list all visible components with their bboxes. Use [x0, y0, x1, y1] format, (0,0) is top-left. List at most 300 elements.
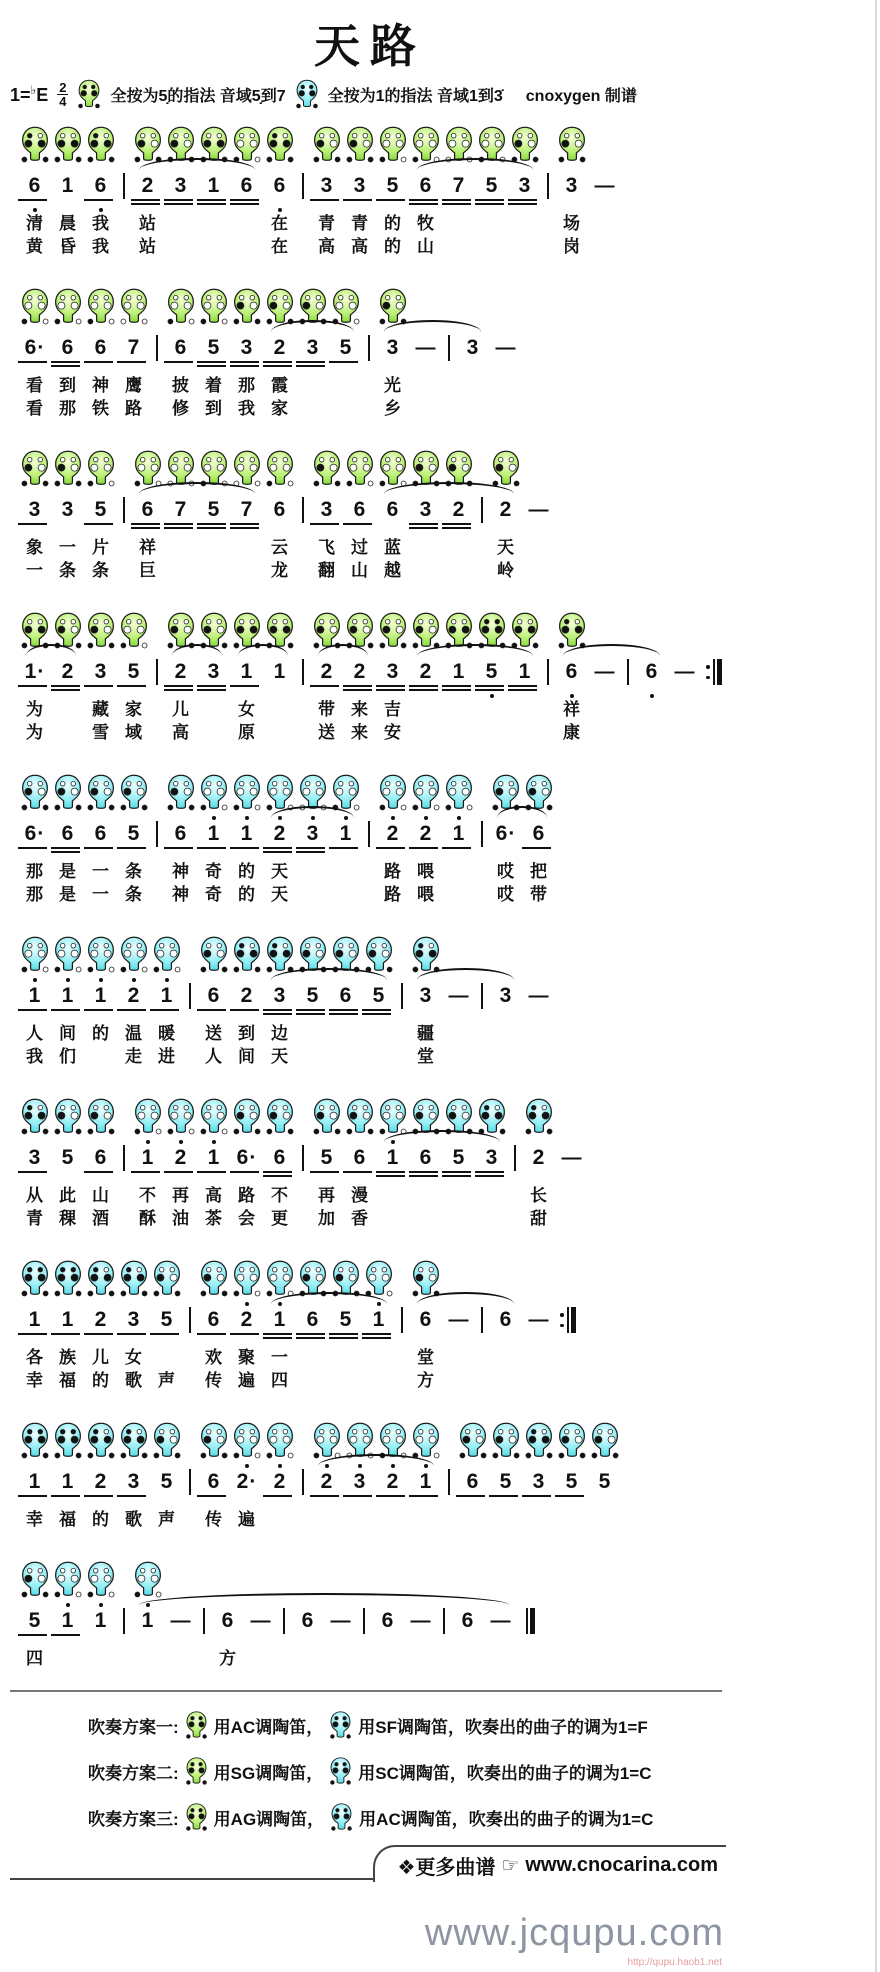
ocarina-slot	[475, 1088, 508, 1138]
beam-underlines	[517, 1634, 540, 1641]
lyric-char: 不	[271, 1186, 288, 1205]
beam-underlines	[508, 685, 537, 692]
beam-underlines	[489, 523, 518, 530]
barline-glyph	[283, 1608, 285, 1634]
repeat-dots	[560, 1313, 564, 1327]
ocarina-slot	[442, 764, 475, 814]
numeral	[277, 1608, 291, 1634]
numeral: 3	[174, 174, 187, 197]
underline	[343, 1495, 372, 1497]
underline	[197, 365, 226, 367]
ocarina-diagram	[232, 1257, 262, 1300]
lyric-char: 路	[384, 862, 401, 881]
ocarina-diagram	[232, 933, 262, 976]
ocarina-diagram	[378, 123, 408, 166]
lyric-char: 飞	[318, 538, 335, 557]
ocarina-diagram	[53, 933, 83, 976]
ocarina-slot	[508, 1088, 522, 1138]
high-octave-dot	[230, 1462, 263, 1469]
number-slot	[164, 1601, 197, 1647]
ocarina-slot	[18, 1551, 51, 1601]
number-slot	[621, 652, 635, 698]
numeral	[296, 659, 310, 685]
lyric-char: 进	[158, 1047, 175, 1066]
ocarina-slot	[117, 1088, 131, 1138]
beam-underlines	[362, 847, 374, 854]
underline	[442, 203, 471, 205]
number-slot	[230, 328, 263, 374]
beam-underlines	[376, 1171, 405, 1178]
number-slot	[263, 490, 296, 536]
underline	[376, 1171, 405, 1173]
ocarina-slot	[395, 926, 409, 976]
numeral: 2	[419, 822, 432, 845]
ocarina-diagram	[119, 771, 149, 814]
underline	[117, 1495, 146, 1497]
beam-underlines	[230, 847, 259, 854]
beam-underlines	[230, 685, 259, 692]
beam-underlines	[277, 1634, 289, 1641]
numeral: —	[330, 1610, 351, 1632]
lyric-char: 哎	[497, 885, 514, 904]
plan-cyan-text: 用SF调陶笛，吹奏出的曲子的调为1=F	[358, 1717, 648, 1737]
ocarina-diagram	[510, 123, 540, 166]
ocarina-slot	[296, 1412, 310, 1462]
ocarina-slot	[489, 1412, 522, 1462]
barline-glyph	[443, 1608, 445, 1634]
beam-underlines	[230, 199, 259, 206]
footer-divider	[10, 1690, 722, 1692]
underline	[296, 365, 325, 367]
underline	[197, 1171, 226, 1173]
high-octave-dot	[117, 976, 150, 983]
numeral: 1	[28, 1308, 41, 1331]
underline	[230, 1333, 259, 1335]
beam-underlines	[296, 847, 325, 854]
beam-underlines	[296, 1333, 325, 1340]
ocarina-diagram	[86, 1095, 116, 1138]
ocarina-slot	[263, 116, 296, 166]
number-slot	[18, 1300, 51, 1346]
ocarina-slot	[84, 926, 117, 976]
numeral: 2	[240, 984, 253, 1007]
beam-underlines	[84, 199, 113, 206]
high-octave-dot	[18, 166, 51, 173]
underline	[51, 1009, 80, 1011]
underline	[376, 1495, 405, 1497]
ocarina-diagram	[345, 447, 375, 490]
underline	[51, 1495, 80, 1497]
barline-glyph	[401, 983, 403, 1009]
ocarina-diagram	[152, 1257, 182, 1300]
underline	[18, 361, 47, 363]
beam-underlines	[409, 199, 438, 206]
beam-underlines	[310, 1495, 339, 1502]
ocarina-diagram	[477, 1095, 507, 1138]
plan-cyan-text: 用SC调陶笛，吹奏出的曲子的调为1=C	[358, 1763, 652, 1783]
numeral: 5	[207, 336, 220, 359]
green-ocarina-icon	[185, 1710, 208, 1740]
underline	[150, 1333, 179, 1335]
high-octave-dot	[263, 1138, 296, 1145]
ocarina-diagram	[265, 123, 295, 166]
number-slot	[522, 814, 555, 860]
ocarina-slot	[18, 1250, 51, 1300]
beam-underlines	[668, 685, 697, 692]
numeral: 6	[466, 1470, 479, 1493]
pointing-hand-icon: ☞	[501, 1855, 520, 1877]
ocarina-slot	[131, 1088, 164, 1138]
numeral: —	[528, 1309, 549, 1331]
barline-glyph	[123, 1145, 125, 1171]
cyan-ocarina-icon	[329, 1710, 352, 1740]
high-octave-dot	[668, 652, 701, 659]
numeral	[296, 1145, 310, 1171]
beam-underlines	[701, 685, 724, 692]
numeral: 1	[240, 660, 253, 683]
ocarina-slot	[131, 440, 164, 490]
notes-row	[18, 602, 730, 744]
high-octave-dot	[475, 814, 489, 821]
lyric-char: 为	[26, 700, 43, 719]
beam-underlines	[541, 199, 553, 206]
underline	[197, 361, 226, 363]
underline	[409, 199, 438, 201]
banner-tag	[373, 1845, 726, 1882]
number-slot	[588, 652, 621, 698]
high-octave-dot	[263, 166, 296, 173]
beam-underlines	[489, 1333, 518, 1340]
barline-glyph	[302, 497, 304, 523]
numeral: 5	[386, 174, 399, 197]
ocarina-diagram	[312, 123, 342, 166]
notes-row	[18, 278, 730, 420]
barline-glyph	[363, 1608, 365, 1634]
underline	[376, 685, 405, 687]
beam-underlines	[522, 1171, 551, 1178]
numeral	[296, 1469, 310, 1495]
lyric-char: 间	[59, 1024, 76, 1043]
ocarina-slot	[456, 278, 489, 328]
ocarina-diagram	[345, 1095, 375, 1138]
numeral: 2	[240, 1308, 253, 1331]
beam-underlines	[310, 199, 339, 206]
underline	[310, 1495, 339, 1497]
ocarina-diagram	[20, 771, 50, 814]
number-slot	[508, 1138, 522, 1184]
number-slot	[362, 328, 376, 374]
ocarina-slot	[475, 764, 489, 814]
ocarina-slot	[376, 116, 409, 166]
lyric-char: 四	[271, 1371, 288, 1390]
number-slot	[18, 814, 51, 860]
beam-underlines	[117, 1171, 129, 1178]
underline	[263, 1175, 292, 1177]
numeral: 6 ·	[24, 336, 45, 359]
lyric-char: 幸	[26, 1371, 43, 1390]
underline	[508, 203, 537, 205]
ocarina-slot	[117, 1551, 131, 1601]
ocarina-slot	[343, 1088, 376, 1138]
underline	[197, 203, 226, 205]
number-slot	[197, 1462, 230, 1508]
number-slot	[197, 1601, 211, 1647]
number-slot	[310, 1462, 343, 1508]
ocarina-slot	[131, 1551, 164, 1601]
notes-row	[18, 1412, 730, 1531]
numeral: 5	[320, 1146, 333, 1169]
ocarina-slot	[522, 1250, 555, 1300]
beam-underlines	[296, 1495, 308, 1502]
number-slot	[51, 1462, 84, 1508]
beam-underlines	[409, 1009, 438, 1016]
number-slot	[329, 328, 362, 374]
beam-underlines	[541, 685, 553, 692]
score-system-2	[18, 278, 730, 420]
numeral: 5	[485, 660, 498, 683]
number-slot	[522, 490, 555, 536]
underline	[51, 361, 80, 363]
numeral	[362, 335, 376, 361]
underline	[263, 361, 292, 363]
ocarina-slot	[451, 1551, 484, 1601]
underline	[296, 1009, 325, 1011]
ocarina-slot	[376, 440, 409, 490]
numeral	[296, 173, 310, 199]
beam-underlines	[51, 1171, 80, 1178]
numeral: 1	[273, 660, 286, 683]
beam-underlines	[197, 1009, 226, 1016]
numeral	[117, 1145, 131, 1171]
ocarina-slot	[131, 116, 164, 166]
underline	[197, 199, 226, 201]
underline	[164, 203, 193, 205]
underline	[197, 685, 226, 687]
numeral: 6	[381, 1609, 394, 1632]
ocarina-diagram	[20, 1558, 50, 1601]
numeral: 1	[94, 984, 107, 1007]
lyric-char: 各	[26, 1348, 43, 1367]
numeral: 6	[532, 822, 545, 845]
ocarina-slot	[230, 1088, 263, 1138]
lyric-char: 路	[125, 399, 142, 418]
high-octave-dot	[541, 652, 555, 659]
lyric-char: 再	[318, 1186, 335, 1205]
number-slot	[508, 166, 541, 212]
number-slot	[51, 166, 84, 212]
beam-underlines	[117, 199, 129, 206]
ocarina-diagram	[364, 1257, 394, 1300]
lyric-char: 的	[238, 862, 255, 881]
underline	[51, 685, 80, 687]
number-slot	[522, 1138, 555, 1184]
numeral: 6	[499, 1308, 512, 1331]
lyric-char: 的	[92, 1510, 109, 1529]
beam-underlines	[18, 847, 47, 854]
number-slot	[197, 328, 230, 374]
high-octave-dot	[51, 490, 84, 497]
lyric-char: 来	[351, 700, 368, 719]
lyric-char: 漫	[351, 1186, 368, 1205]
ocarina-slot	[555, 602, 588, 652]
numeral	[555, 1307, 581, 1333]
numeral	[475, 497, 489, 523]
underline	[18, 199, 47, 201]
flat-icon: ♭	[30, 82, 37, 97]
beam-underlines	[51, 685, 80, 692]
beam-underlines	[18, 523, 47, 530]
ocarina-diagram	[265, 1419, 295, 1462]
ocarina-slot	[183, 926, 197, 976]
lyric-char: 我	[92, 237, 109, 256]
lyric-char: 甜	[530, 1209, 547, 1228]
high-octave-dot	[588, 166, 621, 173]
underline	[329, 847, 358, 849]
beam-underlines	[117, 1333, 146, 1340]
score-system-10	[18, 1551, 730, 1670]
lyric-char: 巨	[139, 561, 156, 580]
numeral: 3	[518, 174, 531, 197]
beam-underlines	[84, 1634, 113, 1641]
ocarina-slot	[343, 440, 376, 490]
plan-green-text: 用SG调陶笛，	[213, 1763, 324, 1783]
ocarina-diagram	[119, 933, 149, 976]
beam-underlines	[409, 685, 438, 692]
barline-glyph	[481, 983, 483, 1009]
beam-underlines	[164, 361, 193, 368]
numeral: 6	[353, 498, 366, 521]
beam-underlines	[263, 199, 292, 206]
beam-underlines	[230, 1495, 259, 1502]
beam-underlines	[442, 685, 471, 692]
beam-underlines	[310, 685, 339, 692]
numeral	[296, 497, 310, 523]
number-slot	[84, 814, 117, 860]
ocarina-slot	[409, 764, 442, 814]
lyric-char: 四	[26, 1649, 43, 1668]
underline	[117, 1009, 146, 1011]
underline	[263, 365, 292, 367]
barline-glyph	[481, 497, 483, 523]
numeral: 6	[273, 1146, 286, 1169]
beam-underlines	[197, 199, 226, 206]
underline	[197, 527, 226, 529]
numeral: 5	[565, 1470, 578, 1493]
ocarina-slot	[376, 602, 409, 652]
underline	[131, 527, 160, 529]
numeral	[541, 659, 555, 685]
high-octave-dot	[51, 1300, 84, 1307]
lyric-char: 人	[26, 1024, 43, 1043]
ocarina-diagram	[199, 1095, 229, 1138]
lyric-char: 的	[92, 1371, 109, 1390]
beam-underlines	[18, 199, 47, 206]
lyric-char: 乡	[384, 399, 401, 418]
beam-underlines	[310, 1171, 339, 1178]
underline	[263, 1171, 292, 1173]
ocarina-slot	[376, 764, 409, 814]
number-slot	[442, 166, 475, 212]
ocarina-slot	[117, 764, 150, 814]
numeral: 6	[419, 1146, 432, 1169]
barline-glyph	[203, 1608, 205, 1634]
number-slot	[404, 1601, 437, 1647]
ocarina-slot	[183, 1412, 197, 1462]
ocarina-slot	[197, 1088, 230, 1138]
high-octave-dot	[296, 1138, 310, 1145]
lyric-char: 神	[172, 862, 189, 881]
lyric-char	[506, 559, 572, 582]
lyric-char: 人	[205, 1047, 222, 1066]
numeral: 6	[94, 822, 107, 845]
lyric-char: 安	[384, 723, 401, 742]
lyric-char: 的	[384, 237, 401, 256]
ocarina-slot	[84, 602, 117, 652]
lyric-char: 遍	[238, 1510, 255, 1529]
high-octave-dot	[84, 166, 117, 173]
beam-underlines	[211, 1634, 240, 1641]
beam-underlines	[51, 199, 80, 206]
barline-glyph	[302, 173, 304, 199]
score-system-6	[18, 926, 730, 1068]
underline	[18, 1634, 47, 1636]
lyric-char: 神	[92, 376, 109, 395]
underline	[263, 1333, 292, 1335]
beam-underlines	[18, 685, 47, 692]
ocarina-diagram	[232, 123, 262, 166]
ocarina-slot	[164, 764, 197, 814]
ocarina-diagram	[77, 79, 101, 109]
underline	[117, 685, 146, 687]
lyric-char: 加	[318, 1209, 335, 1228]
high-octave-dot	[362, 328, 376, 335]
underline	[442, 1175, 471, 1177]
barline-glyph	[156, 821, 158, 847]
numeral	[442, 1469, 456, 1495]
high-octave-dot	[131, 1138, 164, 1145]
number-slot	[442, 976, 475, 1022]
lyric-char: 酒	[92, 1209, 109, 1228]
ocarina-slot	[51, 440, 84, 490]
beam-underlines	[484, 1634, 513, 1641]
numeral: 6	[207, 1470, 220, 1493]
ocarina-slot	[164, 1088, 197, 1138]
number-slot	[451, 1601, 484, 1647]
plan-green-text: 用AC调陶笛，	[213, 1717, 324, 1737]
numeral: 1	[61, 1470, 74, 1493]
high-octave-dot	[310, 490, 343, 497]
underline	[84, 361, 113, 363]
transcriber-credit: cnoxygen 制谱	[525, 87, 637, 105]
lyric-char: 儿	[92, 1348, 109, 1367]
beam-underlines	[588, 199, 617, 206]
underline	[117, 361, 146, 363]
lyric-char: 原	[238, 723, 255, 742]
number-slot	[51, 652, 84, 698]
beam-underlines	[197, 1495, 226, 1502]
ocarina-diagram	[53, 1257, 83, 1300]
numeral: 3	[485, 1146, 498, 1169]
number-slot	[131, 1138, 164, 1184]
number-slot	[150, 976, 183, 1022]
number-slot	[263, 1300, 296, 1346]
numeral: 5	[499, 1470, 512, 1493]
numeral: 2	[353, 660, 366, 683]
lyric-char: 天	[497, 538, 514, 557]
ocarina-slot	[230, 278, 263, 328]
ocarina-slot	[395, 1250, 409, 1300]
underline	[197, 523, 226, 525]
